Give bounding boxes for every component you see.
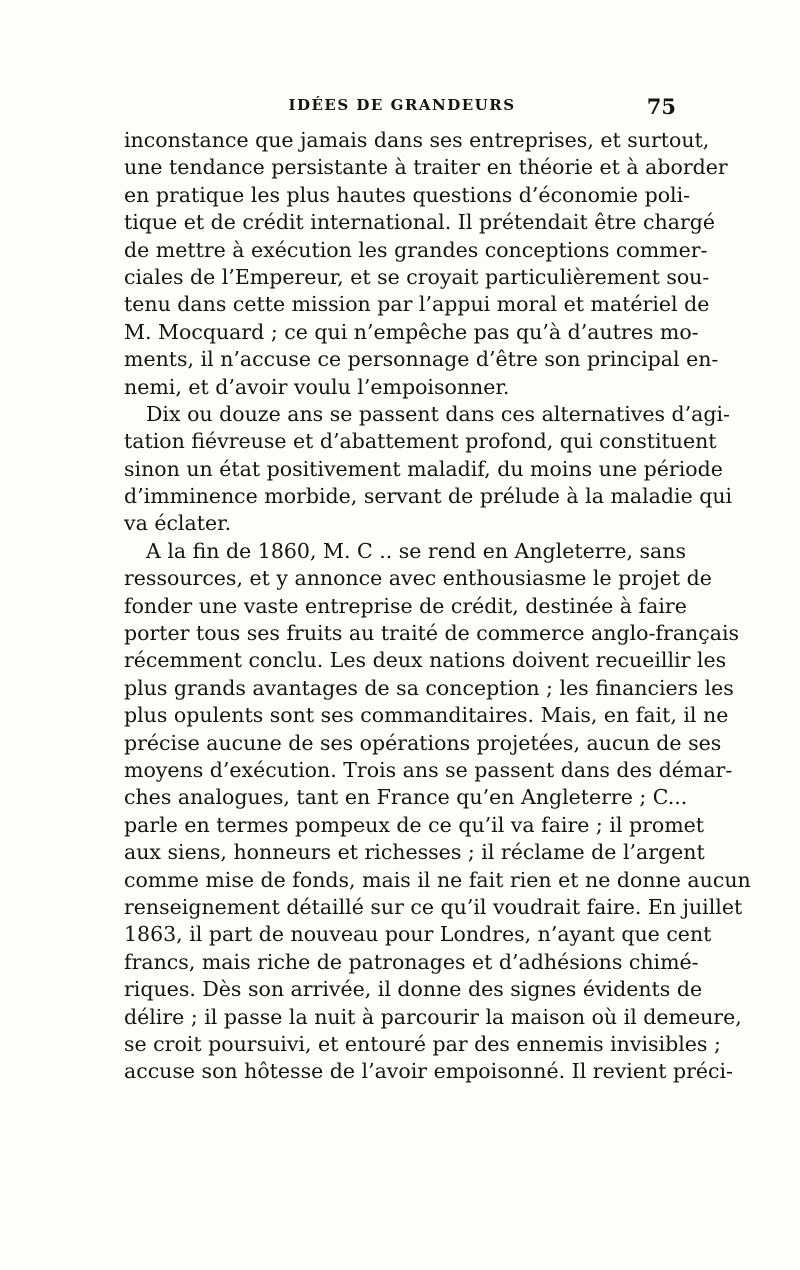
paragraph-first-line: Dix ou douze ans se passent dans ces alternatives d’agi- (146, 401, 730, 426)
text-line: tation fiévreuse et d’abattement profond, qui constituent (124, 429, 717, 454)
text-line: moyens d’exécution. Trois ans se passent dans des démar- (124, 757, 733, 782)
text-line: plus opulents sont ses commanditaires. Mais, en fait, il ne (124, 703, 729, 728)
text-line: récemment conclu. Les deux nations doivent recueillir les (124, 648, 727, 673)
running-title: IDÉES DE GRANDEURS (288, 96, 516, 114)
text-line: M. Mocquard ; ce qui n’empêche pas qu’à d’autres mo- (124, 319, 699, 344)
text-line: 1863, il part de nouveau pour Londres, n’ayant que cent (124, 922, 712, 947)
text-line: se croit poursuivi, et entouré par des ennemis invisibles ; (124, 1031, 721, 1056)
body-text (124, 127, 751, 1086)
running-header (128, 96, 676, 126)
text-line: riques. Dès son arrivée, il donne des signes évidents de (124, 977, 703, 1002)
text-line: d’imminence morbide, servant de prélude à la maladie qui (124, 484, 733, 509)
text-line: une tendance persistante à traiter en théorie et à aborder (124, 155, 728, 180)
text-line: précise aucune de ses opérations projetées, aucun de ses (124, 730, 722, 755)
text-line: en pratique les plus hautes questions d’économie poli- (124, 182, 691, 207)
text-line: nemi, et d’avoir voulu l’empoisonner. (124, 374, 510, 399)
page-number: 75 (646, 94, 676, 119)
text-line: ciales de l’Empereur, et se croyait particulièrement sou- (124, 264, 710, 289)
text-line: tenu dans cette mission par l’appui moral et matériel de (124, 292, 710, 317)
text-line: va éclater. (124, 511, 232, 536)
text-line: porter tous ses fruits au traité de commerce anglo-français (124, 621, 740, 646)
text-line: délire ; il passe la nuit à parcourir la maison où il demeure, (124, 1004, 742, 1029)
text-line: renseignement détaillé sur ce qu’il voudrait faire. En juillet (124, 894, 743, 919)
text-line: francs, mais riche de patronages et d’adhésions chimé- (124, 949, 699, 974)
text-line: aux siens, honneurs et richesses ; il réclame de l’argent (124, 840, 705, 865)
text-line: ches analogues, tant en France qu’en Angleterre ; C... (124, 785, 688, 810)
text-line: comme mise de fonds, mais il ne fait rien et ne donne aucun (124, 867, 751, 892)
text-line: inconstance que jamais dans ses entreprises, et surtout, (124, 128, 710, 152)
text-line: accuse son hôtesse de l’avoir empoisonné. Il revient préci- (124, 1059, 733, 1084)
text-line: ressources, et y annonce avec enthousiasme le projet de (124, 566, 712, 591)
text-line: parle en termes pompeux de ce qu’il va faire ; il promet (124, 812, 705, 837)
text-line: sinon un état positivement maladif, du moins une période (124, 456, 723, 481)
text-line: tique et de crédit international. Il prétendait être chargé (124, 210, 716, 235)
text-line: de mettre à exécution les grandes conceptions commer- (124, 237, 708, 262)
text-line: ments, il n’accuse ce personnage d’être son principal en- (124, 347, 719, 372)
paragraph-first-line: A la fin de 1860, M. C .. se rend en Angleterre, sans (146, 538, 686, 563)
text-line: plus grands avantages de sa conception ; les financiers les (124, 675, 734, 700)
text-line: fonder une vaste entreprise de crédit, destinée à faire (124, 593, 687, 618)
